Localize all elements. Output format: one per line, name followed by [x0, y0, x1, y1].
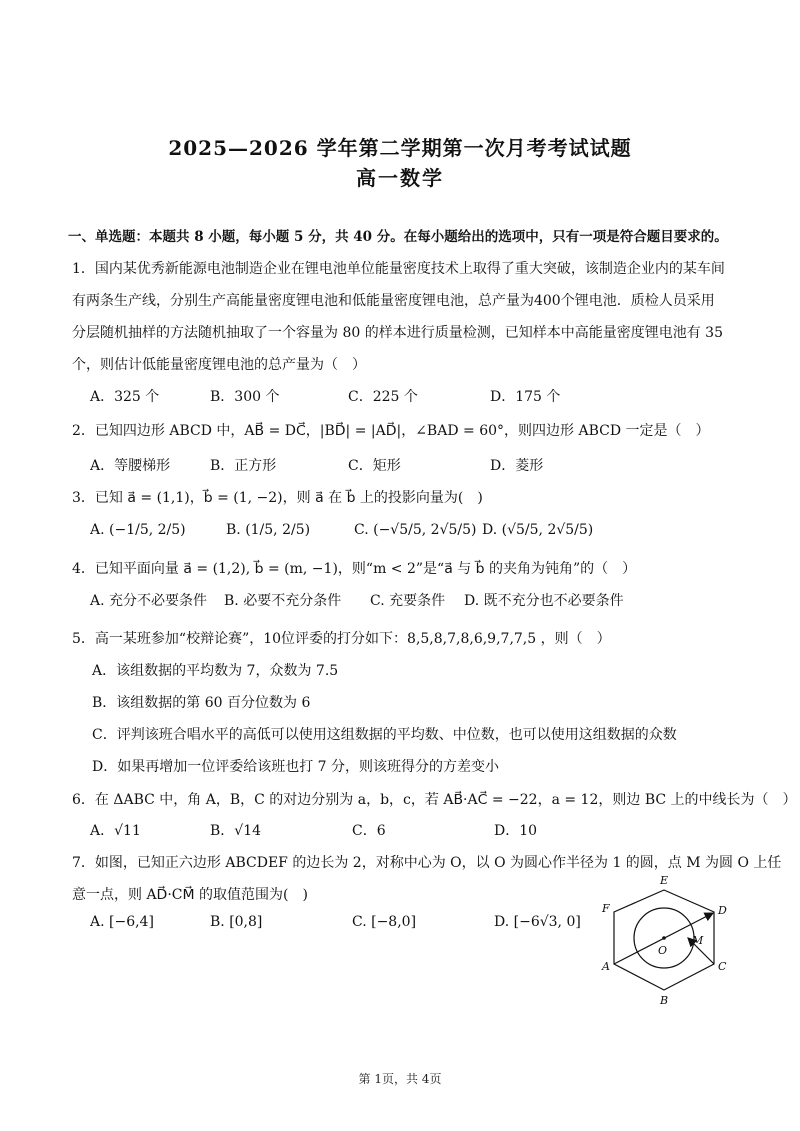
q7-option-b: B. [0,8] [210, 914, 263, 930]
q5-option-d: D．如果再增加一位评委给该班也打 7 分，则该班得分的方差变小 [92, 759, 500, 775]
q7-option-c: C. [−8,0] [352, 914, 417, 930]
page-footer: 第 1页，共 4页 [358, 1072, 442, 1086]
q3-option-c: C. (−√5/5, 2√5/5) [354, 522, 477, 538]
q1-line-3: 分层随机抽样的方法随机抽取了一个容量为 80 的样本进行质量检测，已知样本中高能量密度锂电池有 35 [72, 325, 723, 341]
q1-option-b: B．300 个 [210, 389, 280, 405]
label-d: D [718, 904, 727, 917]
q1-line-4: 个，则估计低能量密度锂电池的总产量为（ ） [72, 357, 366, 373]
q3-stem: 3．已知 a⃗ = (1,1)，b⃗ = (1, −2)，则 a⃗ 在 b⃗ 上的投影向量为( ) [72, 490, 483, 506]
exam-subtitle: 高一数学 [356, 166, 444, 190]
q3-option-b: B. (1/5, 2/5) [226, 522, 311, 538]
q4-stem: 4．已知平面向量 a⃗ = (1,2), b⃗ = (m, −1)，则“m < 2”是“a⃗ 与 b⃗ 的夹角为钝角”的（ ） [72, 561, 637, 577]
label-m: M [692, 934, 704, 947]
q7-line-2: 意一点，则 AD⃗·CM⃗ 的取值范围为( ) [72, 887, 308, 903]
q4-option-b: B. 必要不充分条件 [224, 593, 342, 609]
q2-stem: 2．已知四边形 ABCD 中，AB⃗ = DC⃗，|BD⃗| = |AD⃗|，∠BAD = 60°，则四边形 ABCD 一定是（ ） [72, 423, 710, 439]
label-f: F [602, 902, 610, 915]
exam-title: 2025—2026 学年第二学期第一次月考考试试题 [168, 136, 632, 160]
q2-option-a: A．等腰梯形 [90, 458, 171, 474]
q5-stem: 5．高一某班参加“校辩论赛”，10位评委的打分如下：8,5,8,7,8,6,9,7,7,5 ，则（ ） [72, 631, 611, 647]
q1-option-a: A．325 个 [90, 389, 160, 405]
q2-option-c: C．矩形 [348, 458, 401, 474]
q3-option-a: A. (−1/5, 2/5) [90, 522, 186, 538]
label-b: B [660, 994, 669, 1007]
label-o: O [658, 944, 668, 957]
q7-line-1: 7．如图，已知正六边形 ABCDEF 的边长为 2，对称中心为 O，以 O 为圆心作半径为 1 的圆，点 M 为圆 O 上任 [72, 855, 782, 871]
q6-option-b: B．√14 [210, 823, 262, 839]
q4-option-a: A. 充分不必要条件 [90, 593, 208, 609]
hexagon-figure [596, 872, 736, 1022]
q6-option-a: A．√11 [90, 823, 141, 839]
q6-stem: 6．在 ΔABC 中，角 A，B，C 的对边分别为 a，b，c，若 AB⃗·AC⃗ = −22，a = 12，则边 BC 上的中线长为（ ） [72, 792, 797, 808]
q1-line-2: 有两条生产线，分别生产高能量密度锂电池和低能量密度锂电池，总产量为400个锂电池．质检人员采用 [72, 293, 715, 309]
q1-option-c: C．225 个 [348, 389, 418, 405]
q4-option-d: D. 既不充分也不必要条件 [464, 593, 624, 609]
center-point [662, 936, 666, 940]
q5-option-c: C．评判该班合唱水平的高低可以使用这组数据的平均数、中位数，也可以使用这组数据的众数 [92, 727, 677, 743]
q2-option-d: D．菱形 [490, 458, 544, 474]
section-heading: 一、单选题：本题共 8 小题，每小题 5 分，共 40 分。在每小题给出的选项中，只有一项是符合题目要求的。 [68, 229, 728, 245]
q3-option-d: D. (√5/5, 2√5/5) [482, 522, 594, 538]
q7-option-a: A. [−6,4] [90, 914, 154, 930]
q1-line-1: 1．国内某优秀新能源电池制造企业在锂电池单位能量密度技术上取得了重大突破，该制造企业内的某车间 [72, 261, 725, 277]
label-a: A [602, 960, 610, 973]
q5-option-a: A．该组数据的平均数为 7，众数为 7.5 [92, 663, 339, 679]
q2-option-b: B．正方形 [210, 458, 277, 474]
q5-option-b: B．该组数据的第 60 百分位数为 6 [92, 695, 311, 711]
q1-option-d: D．175 个 [490, 389, 561, 405]
label-c: C [718, 960, 727, 973]
q6-option-d: D．10 [494, 823, 538, 839]
q7-option-d: D. [−6√3, 0] [494, 914, 581, 930]
label-e: E [660, 874, 669, 887]
q4-option-c: C. 充要条件 [370, 593, 446, 609]
q6-option-c: C．6 [352, 823, 386, 839]
